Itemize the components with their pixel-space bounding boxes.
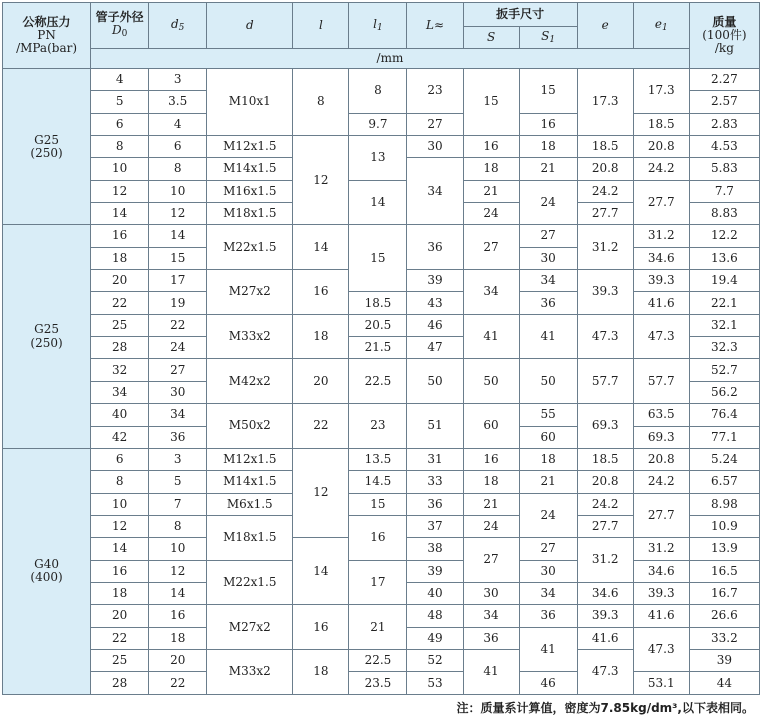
- cell-D0: 10: [91, 158, 149, 180]
- cell-e: 47.3: [577, 649, 633, 694]
- cell-L: 33: [407, 471, 463, 493]
- cell-d5: 4: [149, 113, 207, 135]
- cell-D0: 22: [91, 292, 149, 314]
- cell-d5: 12: [149, 560, 207, 582]
- cell-mass: 77.1: [689, 426, 759, 448]
- cell-L: 43: [407, 292, 463, 314]
- fitting-dimension-table: [2, 2, 760, 695]
- cell-l: 22: [293, 404, 349, 449]
- cell-d5: 12: [149, 203, 207, 225]
- cell-e1: 31.2: [633, 225, 689, 247]
- table-header: [3, 3, 760, 69]
- cell-mass: 4.53: [689, 136, 759, 158]
- cell-e: 24.2: [577, 493, 633, 515]
- cell-D0: 4: [91, 69, 149, 91]
- cell-D0: 8: [91, 136, 149, 158]
- cell-mass: 7.7: [689, 180, 759, 202]
- cell-l1: 15: [349, 225, 407, 292]
- cell-S: 24: [463, 515, 519, 537]
- cell-mass: 8.83: [689, 203, 759, 225]
- cell-e1: 53.1: [633, 672, 689, 695]
- cell-d5: 22: [149, 314, 207, 336]
- cell-l1: 13.5: [349, 448, 407, 470]
- header-e1: $e_1$: [633, 3, 689, 49]
- cell-l: 16: [293, 270, 349, 315]
- cell-e: 57.7: [577, 359, 633, 404]
- cell-l1: 9.7: [349, 113, 407, 135]
- cell-D0: 16: [91, 225, 149, 247]
- cell-d5: 3: [149, 448, 207, 470]
- cell-S: 16: [463, 136, 519, 158]
- cell-L: 30: [407, 136, 463, 158]
- cell-D0: 32: [91, 359, 149, 381]
- cell-d5: 10: [149, 538, 207, 560]
- cell-d5: 30: [149, 381, 207, 403]
- cell-L: 49: [407, 627, 463, 649]
- cell-L: 36: [407, 225, 463, 270]
- cell-D0: 25: [91, 649, 149, 671]
- cell-mass: 22.1: [689, 292, 759, 314]
- cell-S1: 34: [519, 270, 577, 292]
- header-S: S: [463, 27, 519, 49]
- cell-mass: 2.57: [689, 91, 759, 113]
- cell-l: 8: [293, 69, 349, 136]
- cell-d: M14x1.5: [207, 158, 293, 180]
- cell-l1: 23.5: [349, 672, 407, 695]
- cell-L: 31: [407, 448, 463, 470]
- cell-l1: 22.5: [349, 649, 407, 671]
- cell-D0: 8: [91, 471, 149, 493]
- cell-e: 31.2: [577, 538, 633, 583]
- cell-L: 39: [407, 560, 463, 582]
- cell-e1: 31.2: [633, 538, 689, 560]
- cell-l1: 8: [349, 69, 407, 114]
- cell-S1: 27: [519, 225, 577, 247]
- cell-e: 17.3: [577, 69, 633, 136]
- cell-mass: 13.9: [689, 538, 759, 560]
- cell-e1: 63.5: [633, 404, 689, 426]
- group-pn: G40 (400): [3, 448, 91, 694]
- cell-e1: 20.8: [633, 136, 689, 158]
- cell-mass: 5.83: [689, 158, 759, 180]
- cell-d5: 15: [149, 247, 207, 269]
- cell-S: 41: [463, 314, 519, 359]
- cell-S: 30: [463, 582, 519, 604]
- cell-l: 12: [293, 136, 349, 225]
- cell-d5: 10: [149, 180, 207, 202]
- cell-L: 34: [407, 158, 463, 225]
- cell-e1: 27.7: [633, 493, 689, 538]
- cell-d: M14x1.5: [207, 471, 293, 493]
- cell-D0: 20: [91, 605, 149, 627]
- cell-mass: 76.4: [689, 404, 759, 426]
- cell-D0: 5: [91, 91, 149, 113]
- cell-L: 27: [407, 113, 463, 135]
- cell-S: 34: [463, 605, 519, 627]
- cell-e1: 41.6: [633, 605, 689, 627]
- cell-d: M10x1: [207, 69, 293, 136]
- cell-mass: 16.7: [689, 582, 759, 604]
- cell-e: 18.5: [577, 136, 633, 158]
- cell-L: 53: [407, 672, 463, 695]
- cell-L: 52: [407, 649, 463, 671]
- header-l: l: [293, 3, 349, 49]
- cell-l1: 17: [349, 560, 407, 605]
- cell-e1: 27.7: [633, 180, 689, 225]
- header-pn: 公称压力 PN /MPa(bar): [3, 3, 91, 69]
- cell-mass: 13.6: [689, 247, 759, 269]
- cell-S1: 18: [519, 136, 577, 158]
- header-d: d: [207, 3, 293, 49]
- cell-l: 16: [293, 605, 349, 650]
- cell-e: 27.7: [577, 515, 633, 537]
- cell-D0: 12: [91, 180, 149, 202]
- cell-e: 20.8: [577, 158, 633, 180]
- cell-D0: 18: [91, 582, 149, 604]
- cell-l1: 21: [349, 605, 407, 650]
- cell-d5: 3: [149, 69, 207, 91]
- cell-d5: 27: [149, 359, 207, 381]
- cell-D0: 6: [91, 448, 149, 470]
- cell-D0: 14: [91, 203, 149, 225]
- cell-e1: 57.7: [633, 359, 689, 404]
- cell-mass: 10.9: [689, 515, 759, 537]
- cell-S1: 16: [519, 113, 577, 135]
- cell-l1: 14: [349, 180, 407, 225]
- cell-d: M33x2: [207, 314, 293, 359]
- table-footnote: 注：质量系计算值，密度为7.85kg/dm³,以下表相同。: [456, 701, 754, 715]
- cell-d: M16x1.5: [207, 180, 293, 202]
- cell-S1: 41: [519, 627, 577, 672]
- cell-mass: 12.2: [689, 225, 759, 247]
- cell-e: 27.7: [577, 203, 633, 225]
- cell-S: 18: [463, 471, 519, 493]
- cell-e1: 47.3: [633, 627, 689, 672]
- cell-mass: 8.98: [689, 493, 759, 515]
- cell-l1: 14.5: [349, 471, 407, 493]
- cell-d5: 6: [149, 136, 207, 158]
- cell-S: 27: [463, 225, 519, 270]
- cell-S: 21: [463, 493, 519, 515]
- cell-L: 37: [407, 515, 463, 537]
- cell-S1: 21: [519, 158, 577, 180]
- cell-l1: 23: [349, 404, 407, 449]
- cell-mass: 6.57: [689, 471, 759, 493]
- cell-D0: 22: [91, 627, 149, 649]
- cell-D0: 20: [91, 270, 149, 292]
- cell-d5: 8: [149, 158, 207, 180]
- cell-S1: 24: [519, 493, 577, 538]
- cell-mass: 16.5: [689, 560, 759, 582]
- cell-e1: 47.3: [633, 314, 689, 359]
- cell-L: 47: [407, 337, 463, 359]
- cell-S1: 21: [519, 471, 577, 493]
- cell-S1: 55: [519, 404, 577, 426]
- cell-S1: 34: [519, 582, 577, 604]
- cell-l1: 18.5: [349, 292, 407, 314]
- cell-S: 41: [463, 649, 519, 694]
- cell-mass: 5.24: [689, 448, 759, 470]
- cell-L: 51: [407, 404, 463, 449]
- cell-mass: 32.3: [689, 337, 759, 359]
- cell-mass: 19.4: [689, 270, 759, 292]
- cell-S: 36: [463, 627, 519, 649]
- cell-mass: 33.2: [689, 627, 759, 649]
- cell-mass: 56.2: [689, 381, 759, 403]
- cell-L: 46: [407, 314, 463, 336]
- cell-e1: 24.2: [633, 471, 689, 493]
- cell-d5: 17: [149, 270, 207, 292]
- cell-e1: 24.2: [633, 158, 689, 180]
- cell-D0: 10: [91, 493, 149, 515]
- header-e: e: [577, 3, 633, 49]
- cell-l: 18: [293, 314, 349, 359]
- cell-e1: 18.5: [633, 113, 689, 135]
- cell-S1: 36: [519, 292, 577, 314]
- cell-d5: 14: [149, 582, 207, 604]
- cell-l1: 20.5: [349, 314, 407, 336]
- cell-S: 16: [463, 448, 519, 470]
- cell-d5: 16: [149, 605, 207, 627]
- cell-D0: 28: [91, 672, 149, 695]
- cell-d5: 24: [149, 337, 207, 359]
- cell-e: 34.6: [577, 582, 633, 604]
- cell-mass: 32.1: [689, 314, 759, 336]
- cell-e1: 34.6: [633, 560, 689, 582]
- cell-d5: 3.5: [149, 91, 207, 113]
- cell-L: 38: [407, 538, 463, 560]
- cell-S1: 30: [519, 247, 577, 269]
- header-l1: $l_1$: [349, 3, 407, 49]
- cell-d: M22x1.5: [207, 225, 293, 270]
- cell-e1: 34.6: [633, 247, 689, 269]
- cell-e: 18.5: [577, 448, 633, 470]
- group-pn: G25 (250): [3, 69, 91, 225]
- cell-mass: 2.83: [689, 113, 759, 135]
- cell-D0: 6: [91, 113, 149, 135]
- cell-l1: 21.5: [349, 337, 407, 359]
- cell-L: 36: [407, 493, 463, 515]
- cell-S: 24: [463, 203, 519, 225]
- cell-l: 18: [293, 649, 349, 694]
- cell-D0: 16: [91, 560, 149, 582]
- cell-e: 47.3: [577, 314, 633, 359]
- cell-e: 24.2: [577, 180, 633, 202]
- cell-L: 48: [407, 605, 463, 627]
- cell-L: 23: [407, 69, 463, 114]
- cell-d5: 5: [149, 471, 207, 493]
- group-pn: G25 (250): [3, 225, 91, 448]
- cell-e: 41.6: [577, 627, 633, 649]
- cell-d: M18x1.5: [207, 515, 293, 560]
- cell-l1: 16: [349, 515, 407, 560]
- cell-e1: 20.8: [633, 448, 689, 470]
- cell-D0: 34: [91, 381, 149, 403]
- header-d0: 管子外径 $D_0$: [91, 3, 149, 49]
- cell-S: 34: [463, 270, 519, 315]
- cell-S1: 24: [519, 180, 577, 225]
- header-S1: $S_1$: [519, 27, 577, 49]
- cell-l: 12: [293, 448, 349, 537]
- cell-S: 27: [463, 538, 519, 583]
- cell-e: 39.3: [577, 605, 633, 627]
- cell-d: M12x1.5: [207, 136, 293, 158]
- cell-e1: 39.3: [633, 270, 689, 292]
- cell-d5: 20: [149, 649, 207, 671]
- cell-mass: 2.27: [689, 69, 759, 91]
- cell-l1: 22.5: [349, 359, 407, 404]
- cell-mass: 44: [689, 672, 759, 695]
- cell-S: 18: [463, 158, 519, 180]
- header-L: L≈: [407, 3, 463, 49]
- cell-e: 20.8: [577, 471, 633, 493]
- cell-d: M27x2: [207, 605, 293, 650]
- cell-d5: 22: [149, 672, 207, 695]
- cell-d: M27x2: [207, 270, 293, 315]
- cell-l1: 15: [349, 493, 407, 515]
- cell-S1: 27: [519, 538, 577, 560]
- cell-l1: 13: [349, 136, 407, 181]
- cell-S: 60: [463, 404, 519, 449]
- cell-d5: 14: [149, 225, 207, 247]
- cell-S1: 50: [519, 359, 577, 404]
- cell-e1: 39.3: [633, 582, 689, 604]
- cell-D0: 42: [91, 426, 149, 448]
- cell-D0: 18: [91, 247, 149, 269]
- cell-d: M22x1.5: [207, 560, 293, 605]
- header-d5: $d_5$: [149, 3, 207, 49]
- header-mass: 质量 (100件) /kg: [689, 3, 759, 69]
- cell-S1: 60: [519, 426, 577, 448]
- cell-e: 39.3: [577, 270, 633, 315]
- cell-d: M50x2: [207, 404, 293, 449]
- cell-S: 21: [463, 180, 519, 202]
- cell-S1: 30: [519, 560, 577, 582]
- cell-L: 50: [407, 359, 463, 404]
- cell-e1: 41.6: [633, 292, 689, 314]
- cell-d: M42x2: [207, 359, 293, 404]
- cell-S1: 18: [519, 448, 577, 470]
- cell-d5: 8: [149, 515, 207, 537]
- cell-D0: 40: [91, 404, 149, 426]
- cell-D0: 25: [91, 314, 149, 336]
- cell-D0: 12: [91, 515, 149, 537]
- cell-S1: 36: [519, 605, 577, 627]
- header-wrench: 扳手尺寸: [463, 3, 577, 27]
- cell-e1: 69.3: [633, 426, 689, 448]
- cell-S: 50: [463, 359, 519, 404]
- cell-mass: 26.6: [689, 605, 759, 627]
- table-body: [3, 69, 760, 695]
- cell-d5: 36: [149, 426, 207, 448]
- cell-d: M12x1.5: [207, 448, 293, 470]
- cell-mass: 39: [689, 649, 759, 671]
- cell-e: 31.2: [577, 225, 633, 270]
- cell-S1: 41: [519, 314, 577, 359]
- cell-L: 40: [407, 582, 463, 604]
- cell-e1: 17.3: [633, 69, 689, 114]
- cell-d5: 34: [149, 404, 207, 426]
- cell-d: M18x1.5: [207, 203, 293, 225]
- cell-d: M33x2: [207, 649, 293, 694]
- cell-d5: 7: [149, 493, 207, 515]
- cell-d: M6x1.5: [207, 493, 293, 515]
- cell-D0: 28: [91, 337, 149, 359]
- cell-D0: 14: [91, 538, 149, 560]
- cell-d5: 19: [149, 292, 207, 314]
- cell-d5: 18: [149, 627, 207, 649]
- cell-l: 14: [293, 538, 349, 605]
- cell-S1: 15: [519, 69, 577, 114]
- cell-l: 14: [293, 225, 349, 270]
- cell-l: 20: [293, 359, 349, 404]
- cell-mass: 52.7: [689, 359, 759, 381]
- cell-L: 39: [407, 270, 463, 292]
- cell-S: 15: [463, 69, 519, 136]
- cell-e: 69.3: [577, 404, 633, 449]
- header-unit: /mm: [91, 49, 690, 69]
- cell-S1: 46: [519, 672, 577, 695]
